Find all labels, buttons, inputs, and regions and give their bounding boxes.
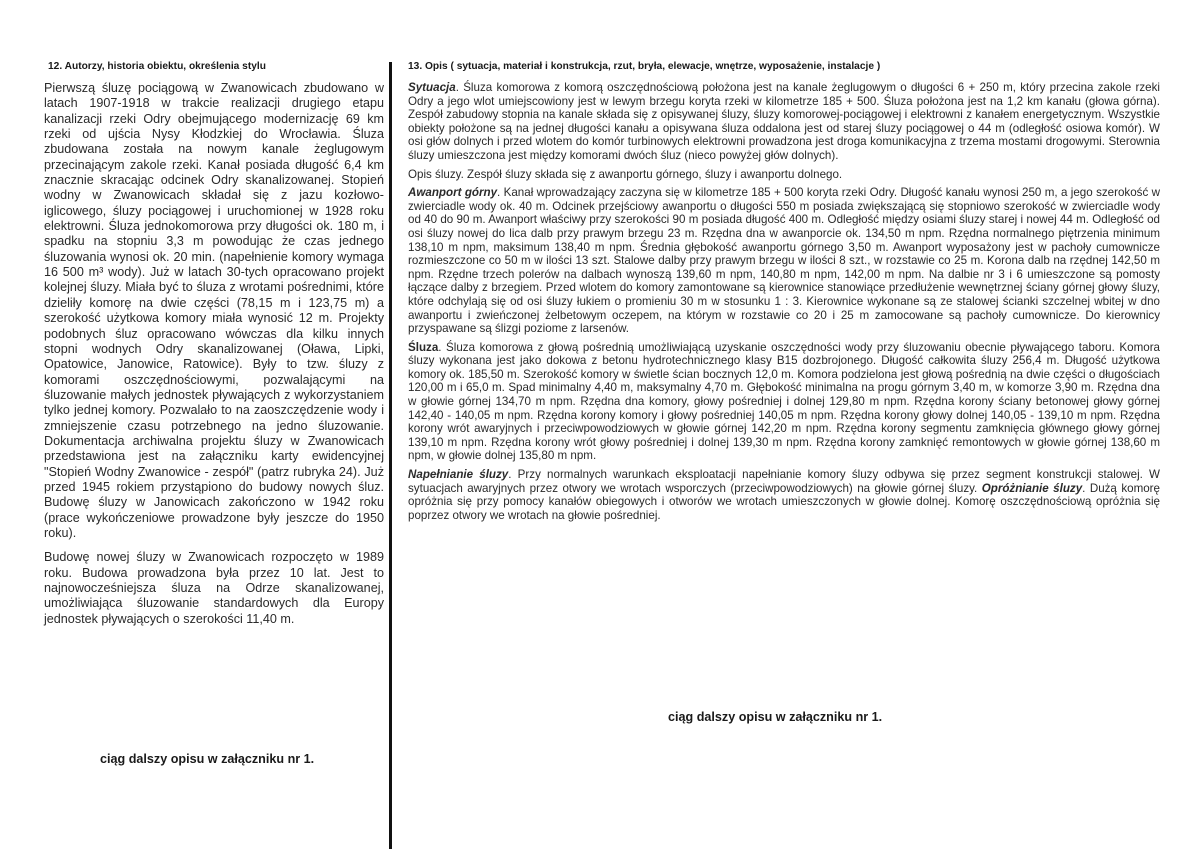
napelnianie-text: . Przy normalnych warunkach eksploatacji napełnianie komory śluzy odbywa się przez segment konstrukcji stalowej. W sytuacjach awaryjnych przez otwory we wrotach wsporczych (przeciwpowodziowych) na głowie górnej śluzy. [408, 468, 1160, 495]
left-continuation-note: ciąg dalszy opisu w załączniku nr 1. [100, 752, 315, 766]
napelnianie-paragraph [408, 468, 1160, 522]
history-paragraph-1: Pierwszą śluzę pociągową w Zwanowicach zbudowano w latach 1907-1918 w trakcie realizacji drugiego etapu kanalizacji rzeki Odry obejmującego modernizację 69 km rzeki od ujścia Nysy Kłodzkiej do Wrocławia. Śluza zbudowana została na nowym kanale żeglugowym przecinającym zakole rzeki. Kanał posiada długość 6,4 km znacznie skracając odcinek Odry skanalizowanej. Stopień wodny w Zwanowicach składał się z jazu kozłowo-iglicowego, śluzy pociągowej i uruchomionej w 1928 roku elektrowni. Śluza jednokomorowa przy długości ok. 180 m, i spadku na stopniu 3,3 m powodując że czas jednego śluzowania wynosi ok. 20 min. (napełnienie komory wymaga 16 500 m³ wody). Już w latach 30-tych opracowano projekt kolejnej śluzy. Miała być to śluza z wrotami pośrednimi, które dzieliły komorę na dwie części (78,15 m i 123,75 m) a szerokość użytkowa komory miała wynosić 12 m. Projekty podobnych śluz opracowano wówczas dla kilku innych stopni wodnych Odry skanalizowanej (Oława, Lipki, Opatowice, Janowice, Ratowice). Były to tzw. śluzy z komorami oszczędnościowymi, pozwalającymi na śluzowanie małych jednostek pływających z wykorzystaniem tylko jednej komory. Pozwalało to na zaoszczędzenie wody i zmniejszenie czasu potrzebnego na jedno śluzowanie. Dokumentacja archiwalna projektu śluzy w Zwanowicach przedstawiona jest na załączniku karty ewidencyjnej "Stopień Wodny Zwanowice - zespół" (patrz rubryka 24). Już przed 1945 rokiem przystąpiono do budowy nowych śluz. Budowę śluzy w Janowicach zakończono w 1942 roku (prace wykończeniowe prowadzone były jeszcze do 1950 roku). [44, 81, 384, 540]
opis-paragraph: Opis śluzy. Zespół śluzy składa się z awanportu górnego, śluzy i awanportu dolnego. [408, 167, 843, 181]
sytuacja-text: . Śluza komorowa z komorą oszczędnościową położona jest na kanale żeglugowym o długości 6 + 250 m, który przecina zakole rzeki Odry a jego wlot umiejscowiony jest w lewym brzegu koryta rzeki w kilometrze 185 + 500. Śluza położona jest na 1,2 km kanału (głowa górna). Zespół zabudowy stopnia na kanale składa się z opisywanej śluzy, śluzy komorowej-pociągowej i elektrowni z kanałem energetycznym. Wszystkie obiekty położone są na jednej długości kanału a opisywana śluza oddalona jest od starej śluzy pociągowej o 44 m (odległość osiowa komór). W osi głów dolnych i przed wlotem do komór turbinowych elektrowni prowadzona jest droga komunikacyjna z trzema mostami drogowymi. Sterownia śluzy umieszczona jest między komorami dwóch śluz (nieco powyżej głów dolnych). [408, 81, 1160, 162]
history-paragraph-2: Budowę nowej śluzy w Zwanowicach rozpoczęto w 1989 roku. Budowa prowadzona była przez 10 lat. Jest to najnowocześniejsza śluza na Odrze skanalizowanej, umożliwiająca śluzowanie standardowych dla Europy jednostek pływających o szerokości 11,40 m. [44, 550, 384, 626]
oproznianie-text: . Dużą komorę opróżnia się przy pomocy kanałów obiegowych i otworów we wrotach umieszczonych w głowie dolnej. Komorę oszczędnościową opróżnia się poprzez otwory we wrotach na głowie pośredniej. [408, 481, 1160, 522]
awanport-lead: Awanport górny [408, 186, 498, 200]
column-divider [389, 62, 392, 849]
awanport-text: . Kanał wprowadzający zaczyna się w kilometrze 185 + 500 koryta rzeki Odry. Długość kanału wynosi 250 m, a jego szerokość w zwierciadle wody ok. 40 m. Odcinek przejściowy awanportu o długości 550 m posiada zwiększającą się stopniowo szerokość w zwierciadle wody od 40 do 90 m. Awanport właściwy przy szerokości 90 m posiada długość 400 m. Odległość między osiami śluzy starej i nowej 44 m. Odległość od osi śluzy nowej do lica dalb przy prawym brzegu 23 m. Rzędna dna w awanporcie ok. 134,50 m npm. Rzędna normalnego piętrzenia minimum 138,10 m npm, maksimum 138,40 m npm. Średnia głębokość awanportu górnego 3,50 m. Awanport wyposażony jest w pachoły cumownicze rozmieszczone co 50 m w ilości 13 szt. Stalowe dalby przy prawym brzegu w ilości 8 szt., w rozstawie co 25 m. Korona dalb na rzędnej 142,50 m npm. Rzędne trzech polerów na dalbach wynoszą 139,60 m npm, 140,80 m npm, 142,00 m npm. Na dalbie nr 3 i 6 umieszczone są pomosty łączące dalby z brzegiem. Przed wlotem do komory zamontowane są kierownice stanowiące przedłużenie wewnętrznej ściany górnej głowy śluzy, które odchylają się od osi śluzy łukiem o promieniu 30 m w stosunku 1 : 3. Kierownice wykonane są ze stalowej ścianki szczelnej wbitej w dno awanportu i zwieńczonej żelbetowym oczepem, na którym w rozstawie co 20 i 25 m zamocowane są pachoły cumownicze. Do kierownicy przyspawane są ślizgi poziome z larsenów. [408, 186, 1160, 336]
oproznianie-lead: Opróżnianie śluzy [981, 481, 1083, 495]
sluza-text: . Śluza komorowa z głową pośrednią umożliwiającą uzyskanie oszczędności wody przy śluzowaniu obecnie pływającego taboru. Komora śluzy wykonana jest jako dokowa z betonu hydrotechnicznego klasy B15 dozbrojonego. Długość całkowita śluzy 256,4 m. Długość użytkowa komory ok. 185,50 m. Szerokość komory w świetle ścian bocznych 12,0 m. Komora podzielona jest głową pośrednią na dwie części o długościach 120,00 m i 65,0 m. Spad minimalny 4,40 m, maksymalny 4,70 m. Głębokość minimalna na progu górnym 3,40 m, w komorze 3,90 m. Rzędna dna w głowie górnej 134,70 m npm. Rzędna dna komory, głowy pośredniej i dolnej 129,80 m npm. Rzędna korony ściany betonowej głowy górnej 142,40 - 140,05 m npm. Rzędna korony komory i głowy pośredniej 140,05 m npm. Rzędna korony głowy dolnej 140,05 - 139,10 m npm. Rzędna korony wrót awaryjnych i przeciwpowodziowych w głowie górnej 142,20 m npm. Rzędna korony segmentu zamknięcia głównego głowy górnej 139,10 m npm. Rzędna korony wrót głowy pośredniej i dolnej 139,30 m npm. Rzędna korony zamknięć remontowych w głowie górnej 138,60 m npm, w głowie dolnej 135,80 m npm. [408, 340, 1160, 463]
section-12-heading: 12. Autorzy, historia obiektu, określenia stylu [48, 61, 266, 72]
right-column [408, 60, 1160, 527]
sluza-paragraph [408, 341, 1160, 463]
sluza-lead: Śluza [408, 340, 439, 354]
napelnianie-lead: Napełnianie śluzy [408, 468, 509, 482]
sytuacja-lead: Sytuacja [408, 81, 456, 94]
awanport-paragraph [408, 186, 1160, 336]
left-column [44, 60, 384, 636]
section-13-heading: 13. Opis ( sytuacja, materiał i konstrukcja, rzut, bryła, elewacje, wnętrze, wyposażenie, instalacje ) [408, 61, 881, 72]
right-continuation-note: ciąg dalszy opisu w załączniku nr 1. [668, 710, 883, 724]
sytuacja-paragraph [408, 81, 1160, 163]
